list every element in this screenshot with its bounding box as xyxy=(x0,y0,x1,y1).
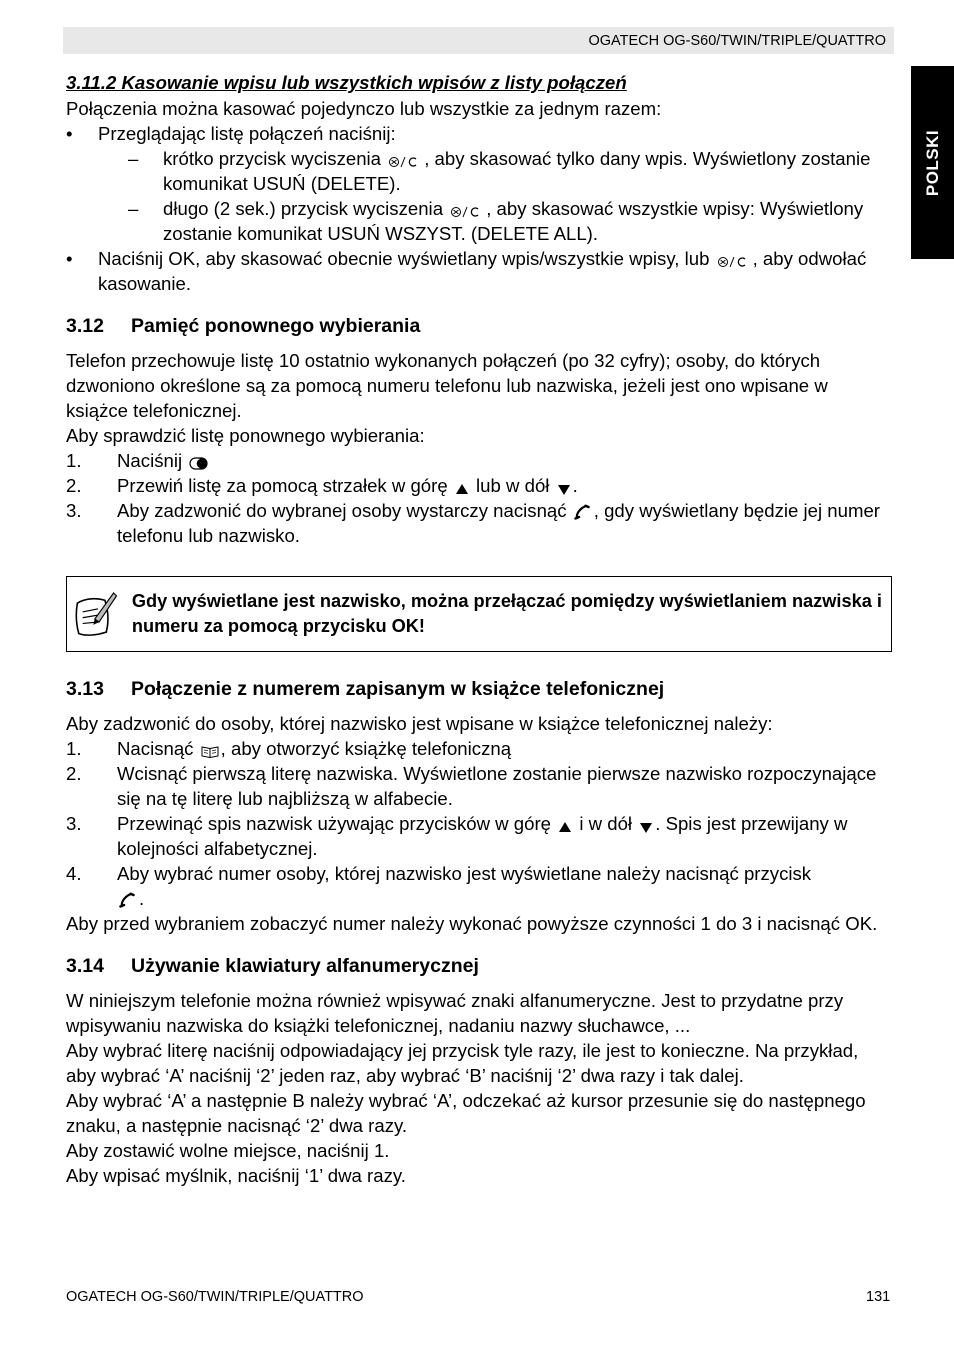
section-title: Używanie klawiatury alfanumerycznej xyxy=(131,955,479,977)
list-item xyxy=(66,811,892,861)
bullet-marker: • xyxy=(66,248,73,269)
list-item-text: długo (2 sek.) przycisk wyciszenia , aby skasować wszystkie wpisy: Wyświetlony zostanie komunikat USUŃ WSZYST. (DELETE ALL). xyxy=(163,198,864,244)
bullet-marker: • xyxy=(66,123,73,144)
list-item-text: Naciśnij xyxy=(117,448,892,473)
call-key-icon xyxy=(119,892,137,908)
paragraph: Aby przed wybraniem zobaczyć numer należy wykonać powyższe czynności 1 do 3 i nacisnąć OK. xyxy=(66,913,878,934)
number-marker: 4. xyxy=(66,863,82,884)
list-item xyxy=(66,736,892,761)
list-item xyxy=(66,761,892,811)
section-number: 3.12 xyxy=(66,315,104,337)
list-item xyxy=(66,246,892,296)
list-item xyxy=(66,861,892,911)
paragraph: Aby sprawdzić listę ponownego wybierania: xyxy=(66,425,425,446)
section-number: 3.14 xyxy=(66,955,104,977)
list-item-text: Przeglądając listę połączeń naciśnij: xyxy=(98,123,396,144)
list-item xyxy=(66,196,892,246)
paragraph: W niniejszym telefonie można również wpisywać znaki alfanumeryczne. Jest to przydatne przy wpisywaniu nazwiska do książki telefonicznej, nadaniu nazwy słuchawce, ... xyxy=(66,990,844,1036)
language-tab-label: POLSKI xyxy=(922,129,942,196)
mute-c-icon xyxy=(450,204,484,218)
mute-c-icon xyxy=(388,154,422,168)
list-item-text: Wcisnąć pierwszą literę nazwiska. Wyświetlone zostanie pierwsze nazwisko rozpoczynające się na tę literę lub najbliższą w alfabecie. xyxy=(117,763,877,809)
paragraph: Telefon przechowuje listę 10 ostatnio wykonanych połączeń (po 32 cyfry); osoby, do których dzwoniono określone są za pomocą numeru telefonu lub nazwiska, jeżeli jest ono wpisane w książce telefonicznej. xyxy=(66,350,828,421)
section-heading-3-14 xyxy=(66,953,892,979)
paragraph: Aby wpisać myślnik, naciśnij ‘1’ dwa razy. xyxy=(66,1165,406,1186)
arrow-up-icon xyxy=(558,821,572,833)
note-text: Gdy wyświetlane jest nazwisko, można przełączać pomiędzy wyświetlaniem nazwiska i numeru za pomocą przycisku OK! xyxy=(131,591,882,636)
paragraph: Aby zostawić wolne miejsce, naciśnij 1. xyxy=(66,1140,390,1161)
language-tab xyxy=(911,66,954,259)
list-item-text: Aby wybrać numer osoby, której nazwisko jest wyświetlane należy nacisnąć przycisk . xyxy=(117,863,812,909)
paragraph: Połączenia można kasować pojedynczo lub wszystkie za jednym razem: xyxy=(66,98,662,119)
list-item xyxy=(66,146,892,196)
section-number: 3.13 xyxy=(66,678,104,700)
page-content xyxy=(66,70,892,1188)
number-marker: 1. xyxy=(66,738,82,759)
dash-marker: – xyxy=(128,148,139,169)
list-item xyxy=(66,121,892,146)
list-item-text: Przewinąć spis nazwisk używając przycisków w górę i w dół . Spis jest przewijany w kolejności alfabetycznej. xyxy=(117,813,848,859)
list-item-text: krótko przycisk wyciszenia , aby skasować tylko dany wpis. Wyświetlony zostanie komunikat USUŃ (DELETE). xyxy=(163,148,871,194)
list-item-text: Przewiń listę za pomocą strzałek w górę lub w dół . xyxy=(117,475,578,496)
number-marker: 3. xyxy=(66,813,82,834)
mute-c-icon xyxy=(717,254,751,268)
dash-marker: – xyxy=(128,198,139,219)
section-title: Połączenie z numerem zapisanym w książce telefonicznej xyxy=(131,678,665,700)
number-marker: 1. xyxy=(66,450,82,471)
section-heading-3-13 xyxy=(66,676,892,702)
number-marker: 3. xyxy=(66,500,82,521)
list-item-text: Aby zadzwonić do wybranej osoby wystarczy nacisnąć , gdy wyświetlany będzie jej numer telefonu lub nazwisko. xyxy=(117,500,881,546)
header-product: OGATECH OG-S60/TWIN/TRIPLE/QUATTRO xyxy=(588,32,886,49)
redial-key-icon xyxy=(189,456,209,470)
number-marker: 2. xyxy=(66,763,82,784)
page-number: 131 xyxy=(866,1289,891,1305)
paragraph: Aby wybrać literę naciśnij odpowiadający jej przycisk tyle razy, ile jest to konieczne. Na przykład, aby wybrać ‘A’ naciśnij ‘2’ jeden raz, aby wybrać ‘B’ naciśnij ‘2’ dwa razy i tak dalej. xyxy=(66,1040,859,1086)
arrow-down-icon xyxy=(557,483,571,495)
arrow-up-icon xyxy=(455,483,469,495)
number-marker: 2. xyxy=(66,475,82,496)
section-title: Pamięć ponownego wybierania xyxy=(131,315,421,337)
note-box xyxy=(66,576,892,652)
arrow-down-icon xyxy=(639,821,653,833)
note-pad-icon xyxy=(73,581,118,647)
footer-product: OGATECH OG-S60/TWIN/TRIPLE/QUATTRO xyxy=(66,1289,364,1305)
running-header xyxy=(63,27,894,54)
paragraph: Aby wybrać ‘A’ a następnie B należy wybrać ‘A’, odczekać aż kursor przesunie się do następnego znaku, a następnie nacisnąć ‘2’ dwa razy. xyxy=(66,1090,866,1136)
list-item-text: Nacisnąć , aby otworzyć książkę telefoniczną xyxy=(117,738,512,759)
list-item xyxy=(66,473,892,498)
section-heading-3-12 xyxy=(66,313,892,339)
subsection-title-3-11-2: 3.11.2 Kasowanie wpisu lub wszystkich wpisów z listy połączeń xyxy=(66,72,627,93)
list-item-text: Naciśnij OK, aby skasować obecnie wyświetlany wpis/wszystkie wpisy, lub , aby odwołać kasowanie. xyxy=(98,248,867,294)
list-item xyxy=(66,498,892,548)
call-key-icon xyxy=(574,504,592,520)
paragraph: Aby zadzwonić do osoby, której nazwisko jest wpisane w książce telefonicznej należy: xyxy=(66,713,773,734)
phonebook-icon xyxy=(201,745,219,758)
list-item xyxy=(66,448,892,473)
